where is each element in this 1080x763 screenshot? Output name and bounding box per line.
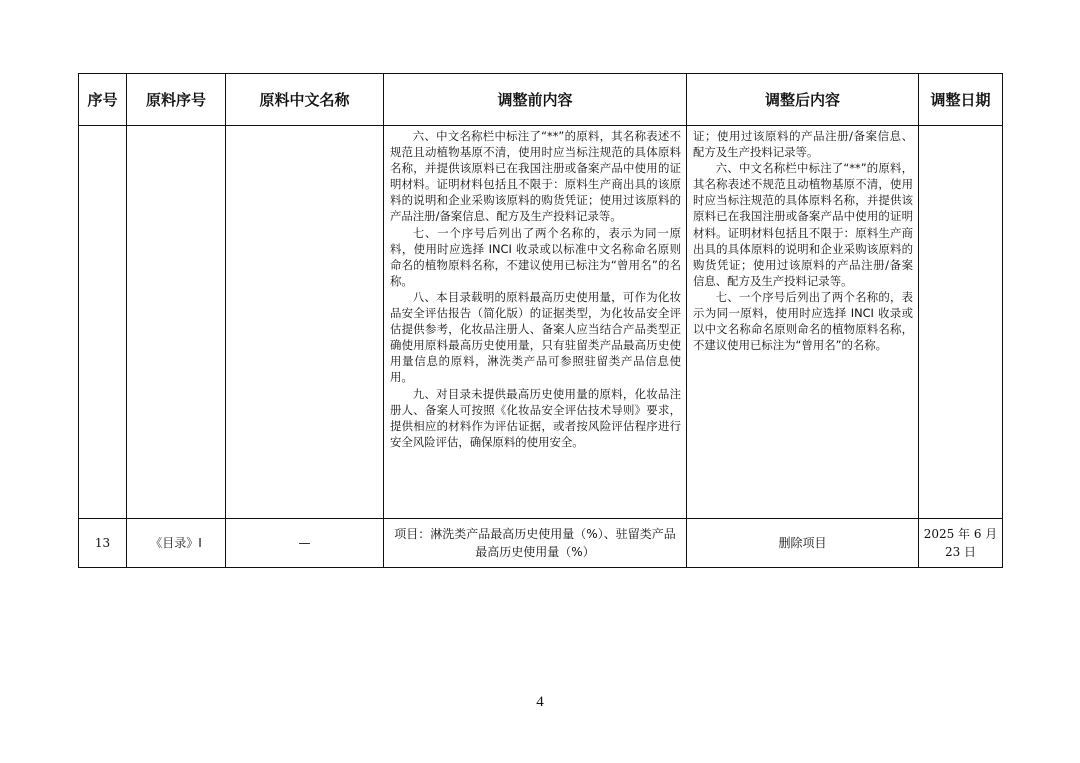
table-row	[79, 519, 1003, 568]
table-row	[79, 126, 1003, 519]
cell-seq-empty	[79, 126, 127, 519]
cell-cn-name-empty	[226, 126, 384, 519]
table-header-row	[79, 74, 1003, 126]
header-cn-name: 原料中文名称	[226, 74, 384, 126]
row13-date	[919, 519, 1003, 568]
adjustment-table	[78, 73, 1003, 568]
row13-before: 项目：淋洗类产品最高历史使用量（%）、驻留类产品最高历史使用量（%）	[384, 519, 687, 568]
row13-material-no: 《目录》Ⅰ	[127, 519, 226, 568]
row13-seq: 13	[79, 519, 127, 568]
row13-date-line2: 23 日	[944, 545, 977, 559]
after-lead-paragraph: 证；使用过该原料的产品注册/备案信息、配方及生产投料记录等。	[693, 129, 913, 160]
cell-before-content	[384, 126, 687, 519]
before-paragraph-8: 八、本目录载明的原料最高历史使用量，可作为化妆品安全评估报告（简化版）的证据类型，为化妆品安全评估提供参考，化妆品注册人、备案人应当结合产品类型正确使用原料最高历史使用量，只有驻留类产品最高历史使用量信息的原料，淋洗类产品可参照驻留类产品信息使用。	[390, 289, 681, 385]
header-date: 调整日期	[919, 74, 1003, 126]
before-paragraph-7: 七、一个序号后列出了两个名称的，表示为同一原料，使用时应选择 INCI 收录或以标准中文名称命名原则命名的植物原料名称，不建议使用已标注为“曾用名”的名称。	[390, 225, 681, 288]
before-paragraph-6: 六、中文名称栏中标注了“**”的原料，其名称表述不规范且动植物基原不清，使用时应当标注规范的具体原料名称，并提供该原料已在我国注册或备案产品中使用的证明材料。证明材料包括且不限于：原料生产商出具的该原料的说明和企业采购该原料的购货凭证；使用过该原料的产品注册/备案信息、配方及生产投料记录等。	[390, 129, 681, 224]
row13-cn-name: —	[226, 519, 384, 568]
cell-material-no-empty	[127, 126, 226, 519]
before-paragraph-9: 九、对目录未提供最高历史使用量的原料，化妆品注册人、备案人可按照《化妆品安全评估技术导则》要求，提供相应的材料作为评估证据，或者按风险评估程序进行安全风险评估，确保原料的使用安全。	[390, 386, 681, 449]
row13-date-line1: 2025 年 6 月	[923, 527, 998, 541]
header-after: 调整后内容	[687, 74, 919, 126]
cell-date-empty	[919, 126, 1003, 519]
page-number: 4	[536, 694, 544, 710]
cell-after-content	[687, 126, 919, 519]
header-material-no: 原料序号	[127, 74, 226, 126]
after-paragraph-7: 七、一个序号后列出了两个名称的，表示为同一原料，使用时应选择 INCI 收录或以中文名称命名原则命名的植物原料名称，不建议使用已标注为“曾用名”的名称。	[693, 289, 913, 353]
after-paragraph-6: 六、中文名称栏中标注了“**”的原料，其名称表述不规范且动植物基原不清，使用时应当标注规范的具体原料名称，并提供该原料已在我国注册或备案产品中使用的证明材料。证明材料包括且不限于：原料生产商出具的具体原料的说明和企业采购该原料的购货凭证；使用过该原料的产品注册/备案信息、配方及生产投料记录等。	[693, 161, 913, 288]
row13-after: 删除项目	[687, 519, 919, 568]
header-seq: 序号	[79, 74, 127, 126]
header-before: 调整前内容	[384, 74, 687, 126]
